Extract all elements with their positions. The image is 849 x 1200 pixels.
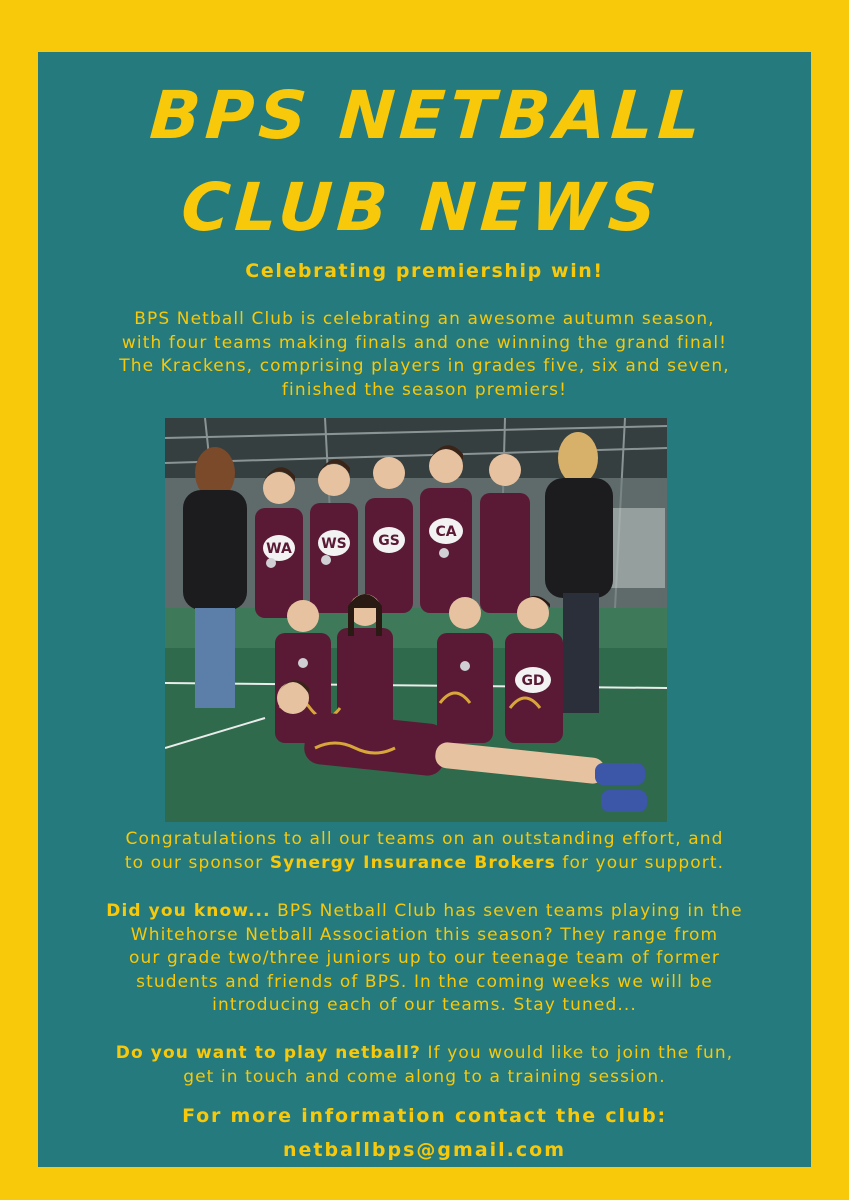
bib-label: CA [435, 524, 457, 540]
contact-label: For more information contact the club: [182, 1105, 667, 1127]
play-paragraph [44, 1042, 805, 1089]
intro-line: BPS Netball Club is celebrating an awesome autumn season, [134, 309, 715, 329]
team-photo [165, 418, 667, 822]
did-you-know-line: Whitehorse Netball Association this season? They range from [130, 924, 719, 945]
title-line-2: CLUB NEWS [178, 169, 664, 246]
did-you-know-text: BPS Netball Club has seven teams playing in the [270, 901, 743, 921]
bib-label: GS [378, 533, 400, 549]
team-photo-illustration [165, 418, 667, 822]
congrats-text: for your support. [555, 852, 725, 873]
bib-label: WS [321, 536, 347, 552]
did-you-know-line [44, 900, 805, 924]
play-text: If you would like to join the fun, [420, 1043, 734, 1063]
intro-line: The Krackens, comprising players in grades five, six and seven, [119, 356, 730, 376]
contact-email[interactable]: netballbps@gmail.com [282, 1139, 567, 1161]
intro-line: finished the season premiers! [281, 379, 568, 400]
congrats-paragraph [44, 828, 805, 875]
play-line: get in touch and come along to a training session. [183, 1066, 666, 1087]
bib-label: GD [521, 673, 545, 689]
newsletter-panel [38, 52, 811, 1167]
intro-paragraph [44, 308, 805, 402]
did-you-know-line: students and friends of BPS. In the coming weeks we will be [136, 971, 713, 992]
sponsor-name: Synergy Insurance Brokers [269, 852, 556, 873]
intro-line: with four teams making finals and one winning the grand final! [121, 332, 728, 353]
did-you-know-paragraph [44, 900, 805, 1018]
congrats-line: Congratulations to all our teams on an outstanding effort, and [125, 829, 724, 849]
congrats-line [44, 852, 805, 876]
play-lead: Do you want to play netball? [115, 1043, 421, 1063]
bib-label: WA [266, 541, 292, 557]
did-you-know-lead: Did you know... [106, 901, 271, 921]
newsletter-title [32, 70, 818, 254]
did-you-know-line: introducing each of our teams. Stay tuned... [212, 995, 637, 1015]
congrats-text: to our sponsor [124, 852, 270, 873]
headline: Celebrating premiership win! [245, 260, 604, 282]
did-you-know-line: our grade two/three juniors up to our teenage team of former [129, 948, 720, 968]
play-line [44, 1042, 805, 1066]
title-line-1: BPS NETBALL [147, 77, 708, 154]
